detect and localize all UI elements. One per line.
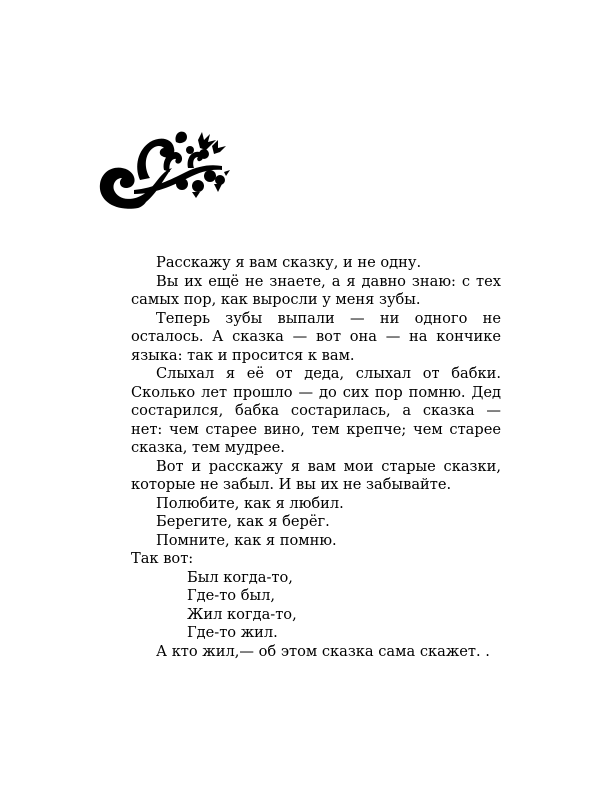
paragraph: Расскажу я вам сказку, и не одну. xyxy=(156,254,422,271)
intro-line: Так вот: xyxy=(131,550,194,567)
paragraph: Слыхал я её от деда, слыхал от бабки. Сколько лет прошло — до сих пор помню. Дед состарился, бабка состарилась, а сказка — нет: чем старее вино, тем крепче; чем старее сказка, тем мудрее. xyxy=(131,365,501,456)
paragraph: Помните, как я помню. xyxy=(156,531,337,549)
floral-ornament-icon xyxy=(94,128,230,214)
verse-line: Жил когда-то, xyxy=(187,605,297,623)
closing-line: А кто жил,— об этом сказка сама скажет. . xyxy=(156,642,490,660)
story-text xyxy=(131,254,501,661)
paragraph: Полюбите, как я любил. xyxy=(156,494,344,512)
paragraph: Вот и расскажу я вам мои старые сказки, которые не забыл. И вы их не забывайте. xyxy=(131,457,501,493)
paragraph: Вы их ещё не знаете, а я давно знаю: с тех самых пор, как выросли у меня зубы. xyxy=(131,272,501,308)
verse-line: Был когда-то, xyxy=(187,568,293,586)
verse-line: Где-то был, xyxy=(187,587,276,604)
paragraph: Теперь зубы выпали — ни одного не осталось. А сказка — вот она — на кончике языка: так и просится к вам. xyxy=(131,309,501,364)
paragraph: Берегите, как я берёг. xyxy=(156,513,330,530)
verse-line: Где-то жил. xyxy=(187,624,278,641)
